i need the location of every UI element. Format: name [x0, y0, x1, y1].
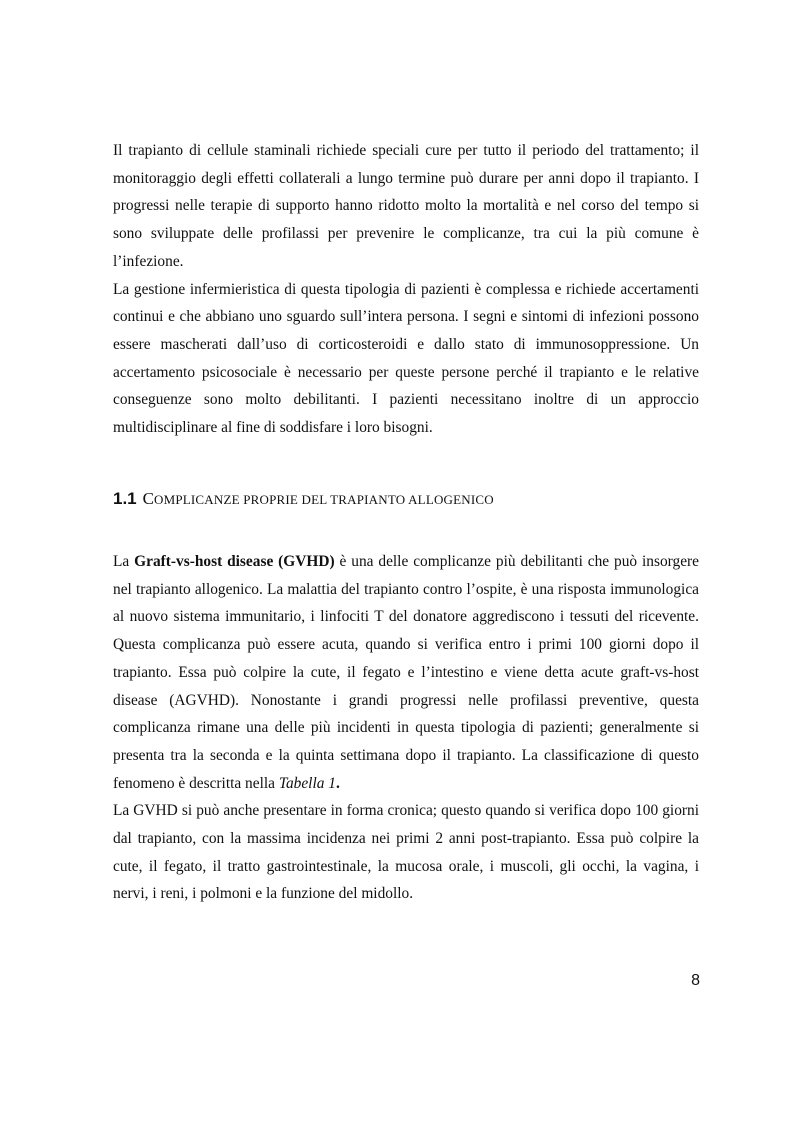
intro-paragraph-1: Il trapianto di cellule staminali richiede speciali cure per tutto il periodo del trattamento; il monitoraggio degli effetti collaterali a lungo termine può durare per anni dopo il trapianto. I progressi nelle terapie di supporto hanno ridotto molto la mortalità e nel corso del tempo si sono sviluppate delle profilassi per prevenire le complicanze, tra cui la più comune è l’infezione.: [113, 142, 699, 270]
gvhd-term: Graft-vs-host disease (GVHD): [134, 553, 335, 570]
gvhd-p1-start: La: [113, 553, 135, 570]
section-title-initial: C: [142, 489, 154, 508]
section-number: 1.1: [113, 489, 137, 508]
gvhd-paragraph-2: La GVHD si può anche presentare in forma cronica; questo quando si verifica dopo 100 giorni dal trapianto, con la massima incidenza nei primi 2 anni post-trapianto. Essa può colpire la cute, il fegato, il tratto gastrointestinale, la mucosa orale, i muscoli, gli occhi, la vagina, i nervi, i reni, i polmoni e la funzione del midollo.: [113, 802, 699, 903]
gvhd-section: [113, 548, 699, 908]
gvhd-p1-body: è una delle complicanze più debilitanti che può insorgere nel trapianto allogenico. La malattia del trapianto contro l’ospite, è una risposta immunologica al nuovo sistema immunitario, i linfociti T del donatore aggrediscono i tessuti del ricevente. Questa complicanza può essere acuta, quando si verifica entro i primi 100 giorni dopo il trapianto. Essa può colpire la cute, il fegato e l’intestino e viene detta acute graft-vs-host disease (AGVHD). Nonostante i grandi progressi nelle profilassi preventive, questa complicanza rimane una delle più incidenti in questa tipologia di pazienti; generalmente si presenta tra la seconda e la quinta settimana dopo il trapianto. La classificazione di questo fenomeno è descritta nella: [113, 553, 699, 792]
table-reference: Tabella 1: [278, 774, 336, 792]
intro-paragraph-2: La gestione infermieristica di questa tipologia di pazienti è complessa e richiede accertamenti continui e che abbiano uno sguardo sull’intera persona. I segni e sintomi di infezioni possono essere mascherati dall’uso di corticosteroidi e dallo stato di immunosoppressione. Un accertamento psicosociale è necessario per queste persone perché il trapianto e le relative conseguenze sono molto debilitanti. I pazienti necessitano inoltre di un approccio multidisciplinare al fine di soddisfare i loro bisogni.: [113, 280, 699, 437]
gvhd-paragraph-1: [113, 548, 699, 797]
gvhd-p1-end: .: [335, 774, 340, 792]
page-number: 8: [691, 972, 700, 989]
section-heading: [113, 487, 699, 512]
section-title-rest: OMPLICANZE PROPRIE DEL TRAPIANTO ALLOGENICO: [153, 492, 494, 507]
intro-section: [113, 137, 699, 442]
